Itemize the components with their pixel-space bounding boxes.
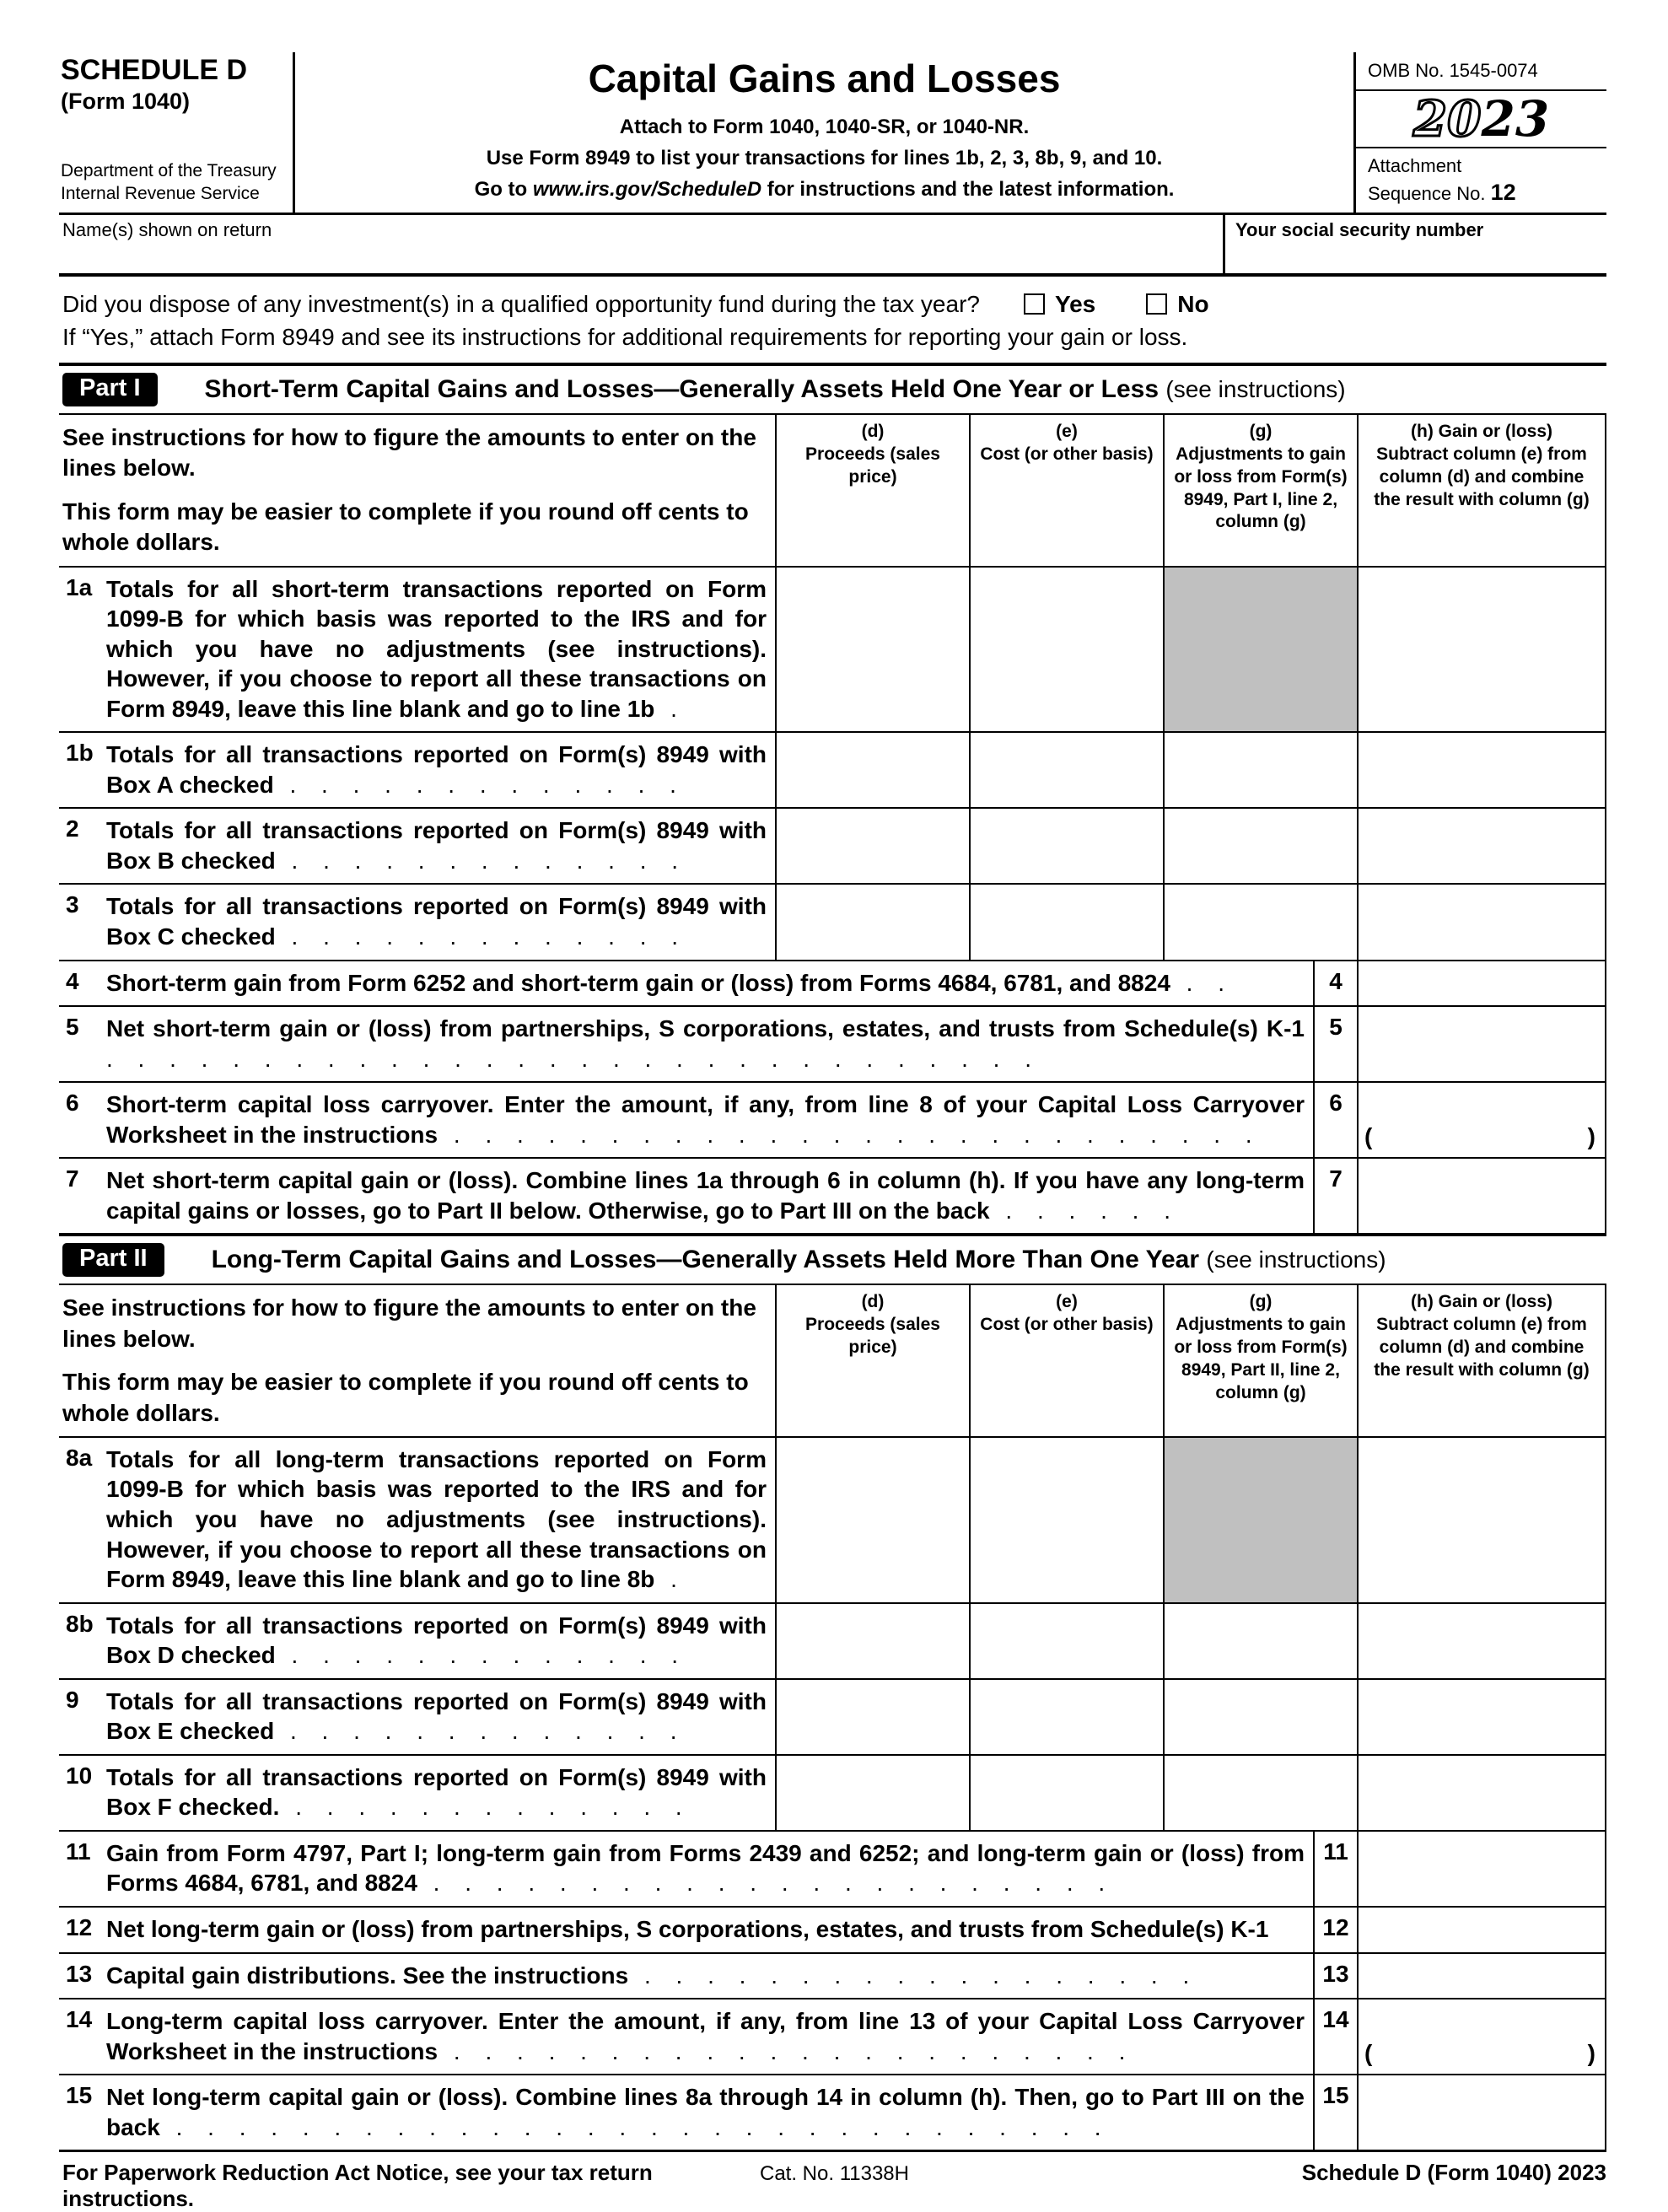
line-number: 14 bbox=[59, 1999, 103, 2075]
part1-table bbox=[59, 413, 1606, 1233]
agency-lines bbox=[61, 140, 282, 206]
part1-row-1a bbox=[59, 567, 1606, 733]
col-d-cell[interactable] bbox=[776, 1437, 970, 1603]
line-description: Net short-term capital gain or (loss). Combine lines 1a through 6 in column (h). If you have any long-term capital gains or losses, go to Part II below. Otherwise, go to Part III on the back . . . . . . bbox=[103, 1158, 1314, 1233]
form-footer-id: Schedule D (Form 1040) 2023 bbox=[1301, 2160, 1606, 2186]
col-d-cell[interactable] bbox=[776, 1603, 970, 1679]
col-g-cell[interactable] bbox=[1164, 884, 1358, 960]
col-h-cell[interactable] bbox=[1358, 732, 1606, 808]
col-h-header: (h) Gain or (loss) Subtract column (e) from column (d) and combine the result with column (g) bbox=[1358, 414, 1606, 567]
col-d-cell[interactable] bbox=[776, 567, 970, 733]
sequence-number: 12 bbox=[1490, 180, 1516, 206]
line-number: 1b bbox=[59, 732, 103, 808]
part2-header bbox=[59, 1233, 1606, 1284]
line-description: Totals for all short-term transactions reported on Form 1099-B for which basis was reported to the IRS and for which you have no adjustments (see instructions). However, if you choose to report all these transactions on Form 8949, leave this line blank and go to line 1b . bbox=[103, 567, 776, 733]
line-description: Totals for all transactions reported on Form(s) 8949 with Box C checked . . . . . . . . . . . . . bbox=[103, 884, 776, 960]
part1-row-1b bbox=[59, 732, 1606, 808]
col-e-cell[interactable] bbox=[970, 808, 1164, 884]
name-field[interactable] bbox=[59, 215, 1225, 273]
col-h-amount-cell[interactable] bbox=[1358, 1999, 1606, 2075]
part1-row-7 bbox=[59, 1158, 1606, 1233]
col-h-cell[interactable] bbox=[1358, 1755, 1606, 1831]
line-number: 15 bbox=[59, 2075, 103, 2150]
attachment-sequence bbox=[1356, 148, 1606, 213]
line-description: Net long-term capital gain or (loss). Combine lines 8a through 14 in column (h). Then, go to Part III on the back . . . . . . . . . . . . . . . . . . . . . . . . . . . . . . bbox=[103, 2075, 1314, 2150]
instruction-line-1: See instructions for how to figure the amounts to enter on the lines below. bbox=[62, 1294, 756, 1352]
schedule-label: SCHEDULE D bbox=[61, 54, 248, 86]
tax-year-bold: 23 bbox=[1481, 90, 1550, 148]
col-h-amount-cell[interactable] bbox=[1358, 1831, 1606, 1907]
attachment-label: Attachment bbox=[1368, 154, 1462, 176]
line-ref-box: 12 bbox=[1314, 1907, 1358, 1953]
col-e-header: (e) Cost (or other basis) bbox=[970, 414, 1164, 567]
line-number: 6 bbox=[59, 1082, 103, 1158]
col-g-cell[interactable] bbox=[1164, 1603, 1358, 1679]
part1-column-header-row bbox=[59, 414, 1606, 567]
irs-url: www.irs.gov/ScheduleD bbox=[532, 178, 762, 202]
ssn-label: Your social security number bbox=[1235, 218, 1484, 240]
line-number: 9 bbox=[59, 1679, 103, 1755]
form-footer bbox=[59, 2150, 1606, 2212]
part1-note: (see instructions) bbox=[1165, 375, 1346, 402]
line-ref-box: 6 bbox=[1314, 1082, 1358, 1158]
part1-badge: Part I bbox=[62, 373, 158, 406]
line-number: 5 bbox=[59, 1006, 103, 1082]
line-ref-box: 15 bbox=[1314, 2075, 1358, 2150]
part2-row-13 bbox=[59, 1953, 1606, 1999]
tax-year bbox=[1356, 91, 1606, 148]
line-number: 8a bbox=[59, 1437, 103, 1603]
close-paren: ) bbox=[1587, 1123, 1595, 1150]
col-e-header: (e) Cost (or other basis) bbox=[970, 1284, 1164, 1437]
instruction-line-1: See instructions for how to figure the amounts to enter on the lines below. bbox=[62, 423, 756, 482]
table-instructions bbox=[59, 1284, 776, 1437]
line-description: Totals for all transactions reported on Form(s) 8949 with Box B checked . . . . . . . . . . . . . bbox=[103, 808, 776, 884]
open-paren: ( bbox=[1364, 2040, 1373, 2067]
part1-header bbox=[59, 363, 1606, 413]
col-g-cell-shaded bbox=[1164, 567, 1358, 733]
line-description: Short-term gain from Form 6252 and short-term gain or (loss) from Forms 4684, 6781, and 8824 . . bbox=[103, 961, 1314, 1007]
part2-row-11 bbox=[59, 1831, 1606, 1907]
form-number: (Form 1040) bbox=[61, 89, 191, 114]
part1-row-2 bbox=[59, 808, 1606, 884]
part1-row-5 bbox=[59, 1006, 1606, 1082]
agency-line-1: Department of the Treasury bbox=[61, 160, 277, 180]
col-d-cell[interactable] bbox=[776, 884, 970, 960]
part1-row-3 bbox=[59, 884, 1606, 960]
ssn-field[interactable] bbox=[1225, 215, 1606, 273]
part2-row-10 bbox=[59, 1755, 1606, 1831]
col-h-cell[interactable] bbox=[1358, 1679, 1606, 1755]
part2-title: Long-Term Capital Gains and Losses—Generally Assets Held More Than One Year (see instructions) bbox=[211, 1246, 1386, 1274]
part2-note: (see instructions) bbox=[1206, 1246, 1386, 1273]
line-ref-box: 5 bbox=[1314, 1006, 1358, 1082]
line-description: Totals for all transactions reported on Form(s) 8949 with Box F checked. . . . . . . . . . . . . . bbox=[103, 1755, 776, 1831]
line-description: Net long-term gain or (loss) from partnerships, S corporations, estates, and trusts from Schedule(s) K-1 bbox=[103, 1907, 1314, 1953]
line-description: Gain from Form 4797, Part I; long-term gain from Forms 2439 and 6252; and long-term gain or (loss) from Forms 4684, 6781, and 8824 . . . . . . . . . . . . . . . . . . . . . . bbox=[103, 1831, 1314, 1907]
col-d-header: (d) Proceeds (sales price) bbox=[776, 1284, 970, 1437]
line-description: Totals for all transactions reported on Form(s) 8949 with Box E checked . . . . . . . . . . . . . bbox=[103, 1679, 776, 1755]
close-paren: ) bbox=[1587, 2040, 1595, 2067]
col-g-cell[interactable] bbox=[1164, 1679, 1358, 1755]
line-number: 10 bbox=[59, 1755, 103, 1831]
line-number: 2 bbox=[59, 808, 103, 884]
part2-table bbox=[59, 1284, 1606, 2150]
qof-instruction: If “Yes,” attach Form 8949 and see its instructions for additional requirements for reporting your gain or loss. bbox=[62, 323, 1188, 350]
sequence-label: Sequence No. bbox=[1368, 183, 1486, 205]
goto-note bbox=[315, 174, 1333, 205]
col-g-cell[interactable] bbox=[1164, 732, 1358, 808]
line-description: Totals for all transactions reported on Form(s) 8949 with Box A checked . . . . . . . . . . . . . bbox=[103, 732, 776, 808]
col-h-amount-cell[interactable] bbox=[1358, 961, 1606, 1007]
col-g-cell[interactable] bbox=[1164, 808, 1358, 884]
form-id-block bbox=[59, 52, 295, 213]
qof-question-text: Did you dispose of any investment(s) in a qualified opportunity fund during the tax year? bbox=[62, 290, 980, 317]
no-checkbox[interactable] bbox=[1146, 293, 1167, 315]
yes-label: Yes bbox=[1054, 290, 1096, 317]
part1-row-4 bbox=[59, 961, 1606, 1007]
goto-prefix: Go to bbox=[474, 178, 533, 202]
line-number: 4 bbox=[59, 961, 103, 1007]
col-g-cell-shaded bbox=[1164, 1437, 1358, 1603]
omb-number: OMB No. 1545-0074 bbox=[1356, 52, 1606, 91]
part2-row-15 bbox=[59, 2075, 1606, 2150]
col-g-header: (g) Adjustments to gain or loss from Form(s) 8949, Part II, line 2, column (g) bbox=[1164, 1284, 1358, 1437]
form-subtitle-lines bbox=[315, 111, 1333, 206]
part2-row-8b bbox=[59, 1603, 1606, 1679]
line-description: Net short-term gain or (loss) from partnerships, S corporations, estates, and trusts from Schedule(s) K-1 . . . . . . . . . . . . . . . . . . . . . . . . . . . . . . bbox=[103, 1006, 1314, 1082]
part2-badge: Part II bbox=[62, 1243, 164, 1277]
goto-suffix: for instructions and the latest information. bbox=[761, 178, 1175, 202]
col-h-amount-cell[interactable] bbox=[1358, 1158, 1606, 1233]
line-number: 8b bbox=[59, 1603, 103, 1679]
col-e-cell[interactable] bbox=[970, 567, 1164, 733]
line-number: 13 bbox=[59, 1953, 103, 1999]
line-ref-box: 11 bbox=[1314, 1831, 1358, 1907]
part2-column-header-row bbox=[59, 1284, 1606, 1437]
instruction-line-2: This form may be easier to complete if you round off cents to whole dollars. bbox=[62, 498, 749, 556]
paperwork-notice: For Paperwork Reduction Act Notice, see your tax return instructions. bbox=[62, 2160, 653, 2212]
line-ref-box: 4 bbox=[1314, 961, 1358, 1007]
open-paren: ( bbox=[1364, 1123, 1373, 1150]
line-number: 1a bbox=[59, 567, 103, 733]
col-d-cell[interactable] bbox=[776, 808, 970, 884]
omb-year-block bbox=[1353, 52, 1606, 213]
col-e-cell[interactable] bbox=[970, 1755, 1164, 1831]
form-title-block bbox=[295, 52, 1353, 213]
part2-row-8a bbox=[59, 1437, 1606, 1603]
part2-row-9 bbox=[59, 1679, 1606, 1755]
col-g-header: (g) Adjustments to gain or loss from Form(s) 8949, Part I, line 2, column (g) bbox=[1164, 414, 1358, 567]
line-description: Totals for all transactions reported on Form(s) 8949 with Box D checked . . . . . . . . . . . . . bbox=[103, 1603, 776, 1679]
qof-question-line bbox=[62, 288, 1606, 320]
no-label: No bbox=[1177, 290, 1209, 317]
line-number: 12 bbox=[59, 1907, 103, 1953]
col-h-cell[interactable] bbox=[1358, 567, 1606, 733]
agency-line-2: Internal Revenue Service bbox=[61, 183, 260, 203]
line-description: Long-term capital loss carryover. Enter the amount, if any, from line 13 of your Capital Loss Carryover Worksheet in the instructions . . . . . . . . . . . . . . . . . . . . . . bbox=[103, 1999, 1314, 2075]
part2-row-12 bbox=[59, 1907, 1606, 1953]
col-d-header: (d) Proceeds (sales price) bbox=[776, 414, 970, 567]
line-number: 11 bbox=[59, 1831, 103, 1907]
col-h-amount-cell[interactable] bbox=[1358, 2075, 1606, 2150]
col-h-amount-cell[interactable] bbox=[1358, 1082, 1606, 1158]
attach-note: Attach to Form 1040, 1040-SR, or 1040-NR. bbox=[619, 116, 1030, 138]
line-ref-box: 13 bbox=[1314, 1953, 1358, 1999]
yes-checkbox[interactable] bbox=[1024, 293, 1045, 315]
col-e-cell[interactable] bbox=[970, 1437, 1164, 1603]
form-header bbox=[59, 52, 1606, 215]
col-d-cell[interactable] bbox=[776, 1755, 970, 1831]
identity-row bbox=[59, 215, 1606, 277]
col-e-cell[interactable] bbox=[970, 1679, 1164, 1755]
col-h-amount-cell[interactable] bbox=[1358, 1953, 1606, 1999]
line-number: 7 bbox=[59, 1158, 103, 1233]
form-title: Capital Gains and Losses bbox=[588, 57, 1061, 100]
line-ref-box: 7 bbox=[1314, 1158, 1358, 1233]
instruction-line-2: This form may be easier to complete if you round off cents to whole dollars. bbox=[62, 1369, 749, 1426]
line-description: Short-term capital loss carryover. Enter the amount, if any, from line 8 of your Capital Loss Carryover Worksheet in the instructions . . . . . . . . . . . . . . . . . . . . . . . . . . bbox=[103, 1082, 1314, 1158]
catalog-number: Cat. No. 11338H bbox=[760, 2162, 909, 2186]
line-description: Capital gain distributions. See the instructions . . . . . . . . . . . . . . . . . . bbox=[103, 1953, 1314, 1999]
col-h-amount-cell[interactable] bbox=[1358, 1006, 1606, 1082]
tax-year-outline: 20 bbox=[1412, 90, 1482, 148]
line-description: Totals for all long-term transactions reported on Form 1099-B for which basis was reported to the IRS and for which you have no adjustments (see instructions). However, if you choose to report all these transactions on Form 8949, leave this line blank and go to line 8b . bbox=[103, 1437, 776, 1603]
sequence-line bbox=[1368, 178, 1601, 207]
qof-question-section bbox=[59, 277, 1606, 363]
name-label: Name(s) shown on return bbox=[62, 218, 272, 240]
col-e-cell[interactable] bbox=[970, 732, 1164, 808]
part2-row-14 bbox=[59, 1999, 1606, 2075]
col-h-cell[interactable] bbox=[1358, 1603, 1606, 1679]
col-h-cell[interactable] bbox=[1358, 884, 1606, 960]
part1-title: Short-Term Capital Gains and Losses—Generally Assets Held One Year or Less (see instructions) bbox=[204, 374, 1346, 403]
line-number: 3 bbox=[59, 884, 103, 960]
col-h-header: (h) Gain or (loss) Subtract column (e) from column (d) and combine the result with column (g) bbox=[1358, 1284, 1606, 1437]
part1-row-6 bbox=[59, 1082, 1606, 1158]
col-g-cell[interactable] bbox=[1164, 1755, 1358, 1831]
col-d-cell[interactable] bbox=[776, 1679, 970, 1755]
col-h-cell[interactable] bbox=[1358, 1437, 1606, 1603]
col-d-cell[interactable] bbox=[776, 732, 970, 808]
col-e-cell[interactable] bbox=[970, 1603, 1164, 1679]
table-instructions bbox=[59, 414, 776, 567]
line-ref-box: 14 bbox=[1314, 1999, 1358, 2075]
col-h-amount-cell[interactable] bbox=[1358, 1907, 1606, 1953]
use-note: Use Form 8949 to list your transactions for lines 1b, 2, 3, 8b, 9, and 10. bbox=[486, 147, 1163, 170]
col-e-cell[interactable] bbox=[970, 884, 1164, 960]
col-h-cell[interactable] bbox=[1358, 808, 1606, 884]
